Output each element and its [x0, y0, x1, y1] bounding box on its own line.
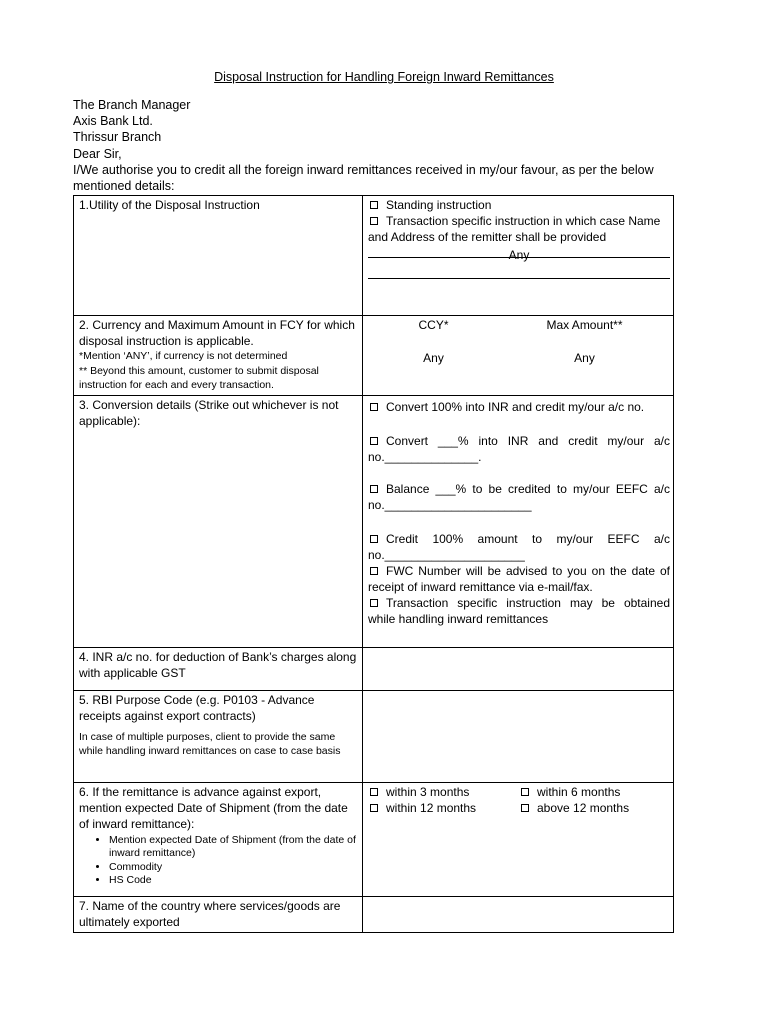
option-label: Transaction specific instruction in which case Name and Address of the remitter shall be provided	[368, 214, 661, 244]
max-amount-value: Any	[574, 351, 595, 365]
list-item: • Mention expected Date of Shipment (from the date of inward remittance)	[109, 834, 359, 861]
table-row	[74, 782, 674, 896]
checkbox-icon[interactable]	[370, 201, 378, 209]
row1-options	[363, 196, 674, 316]
row6-options	[363, 782, 674, 896]
list-item: • Commodity	[109, 861, 359, 875]
checkbox-icon[interactable]	[370, 535, 378, 543]
checkbox-icon[interactable]	[370, 403, 378, 411]
instruction-table	[73, 195, 674, 933]
row2-label: 2. Currency and Maximum Amount in FCY for which disposal instruction is applicable.	[79, 318, 355, 348]
row4-input[interactable]	[363, 647, 674, 690]
row3-label: 3. Conversion details (Strike out whichever is not applicable):	[74, 395, 363, 647]
row2-note: *Mention ‘ANY’, if currency is not determined	[79, 350, 288, 362]
document-title: Disposal Instruction for Handling Foreign Inward Remittances	[214, 70, 554, 84]
row2-label-cell	[74, 316, 363, 396]
option-label: FWC Number will be advised to you on the date of receipt of inward remittance via e-mail/fax.	[368, 563, 670, 594]
option-label: Convert 100% into INR and credit my/our a/c no.	[386, 399, 645, 414]
option-label: within 6 months	[537, 784, 621, 799]
row7-label: 7. Name of the country where services/goods are ultimately exported	[74, 896, 363, 932]
checkbox-icon[interactable]	[521, 788, 529, 796]
checkbox-icon[interactable]	[370, 437, 378, 445]
option-label: Convert ___% into INR and credit my/our a/c no.______________.	[368, 433, 670, 464]
row6-bullet-list	[79, 834, 359, 888]
row5-input[interactable]	[363, 690, 674, 782]
row3-options	[363, 395, 674, 647]
checkbox-icon[interactable]	[521, 804, 529, 812]
option-label: Credit 100% amount to my/our EEFC a/c no._____________________	[368, 531, 670, 562]
row2-values	[363, 316, 674, 396]
max-amount-header: Max Amount**	[546, 318, 623, 332]
option-label: Transaction specific instruction may be obtained while handling inward remittances	[368, 595, 670, 626]
list-item: • HS Code	[109, 874, 359, 888]
row7-input[interactable]	[363, 896, 674, 932]
option-label: within 12 months	[386, 800, 477, 815]
bank-name-line: Axis Bank Ltd.	[73, 114, 153, 129]
option-label: Standing instruction	[386, 198, 492, 212]
table-row	[74, 196, 674, 316]
divider	[368, 278, 670, 279]
checkbox-icon[interactable]	[370, 217, 378, 225]
option-label: Balance ___% to be credited to my/our EEFC a/c no.______________________	[368, 481, 670, 512]
table-row	[74, 690, 674, 782]
row6-label: 6. If the remittance is advance against export, mention expected Date of Shipment (from the date of inward remittance):	[79, 784, 348, 831]
ccy-header: CCY*	[418, 318, 449, 332]
table-row	[74, 896, 674, 932]
row4-label: 4. INR a/c no. for deduction of Bank’s charges along with applicable GST	[74, 647, 363, 690]
row5-note: In case of multiple purposes, client to provide the same while handling inward remittances on case to case basis	[79, 730, 341, 757]
address-block	[73, 97, 673, 194]
intro-paragraph: I/We authorise you to credit all the foreign inward remittances received in my/our favour, as per the below mentioned details:	[73, 162, 654, 194]
checkbox-icon[interactable]	[370, 599, 378, 607]
remitter-value: Any	[508, 248, 530, 262]
ccy-value: Any	[423, 351, 444, 365]
table-row	[74, 395, 674, 647]
row6-label-cell	[74, 782, 363, 896]
row5-label: 5. RBI Purpose Code (e.g. P0103 - Advance receipts against export contracts)	[79, 692, 315, 723]
checkbox-icon[interactable]	[370, 788, 378, 796]
row1-label: 1.Utility of the Disposal Instruction	[74, 196, 363, 316]
row5-label-cell	[74, 690, 363, 782]
checkbox-icon[interactable]	[370, 485, 378, 493]
branch-line: Thrissur Branch	[73, 130, 162, 145]
table-row	[74, 647, 674, 690]
option-label: above 12 months	[537, 800, 630, 815]
checkbox-icon[interactable]	[370, 567, 378, 575]
option-label: within 3 months	[386, 784, 470, 799]
salutation: Dear Sir,	[73, 146, 122, 161]
addressee-line: The Branch Manager	[73, 98, 191, 112]
checkbox-icon[interactable]	[370, 804, 378, 812]
table-row	[74, 316, 674, 396]
row2-note: ** Beyond this amount, customer to submit disposal instruction for each and every transaction.	[79, 364, 319, 391]
